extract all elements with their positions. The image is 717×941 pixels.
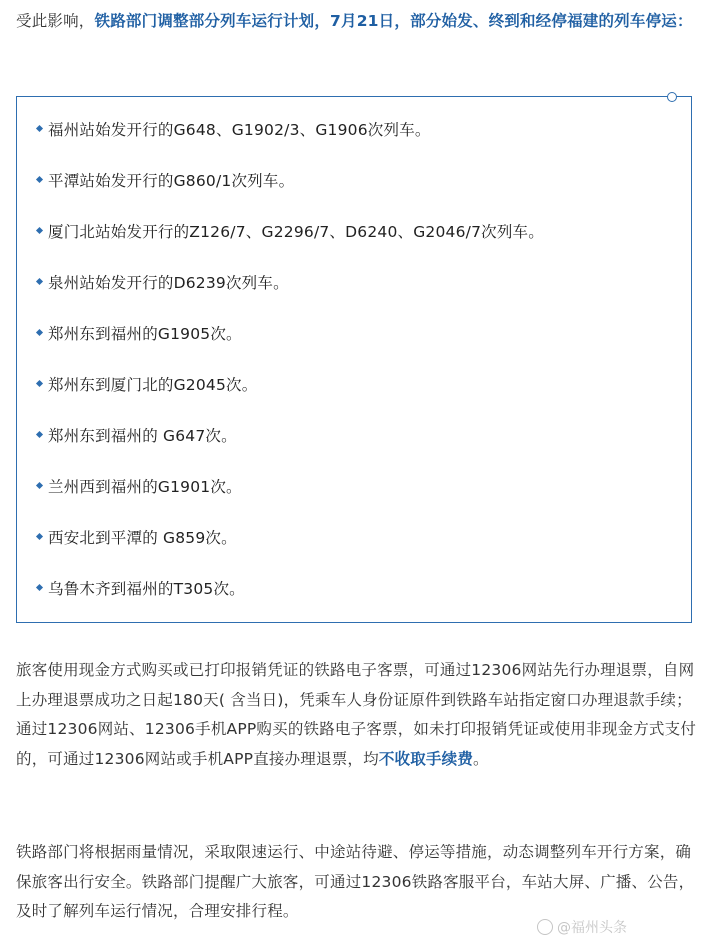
bullet-diamond-icon [36, 482, 43, 489]
list-item-text: 厦门北站始发开行的Z126/7、G2296/7、D6240、G2046/7次列车。 [48, 223, 544, 241]
intro-lead: 受此影响， [16, 12, 95, 30]
suspended-trains-box [16, 96, 692, 623]
list-item-text: 郑州东到福州的 G647次。 [48, 427, 237, 445]
notice-paragraph [16, 838, 706, 927]
weibo-icon [537, 919, 553, 935]
list-item-text: 泉州站始发开行的D6239次列车。 [48, 274, 289, 292]
bullet-diamond-icon [36, 227, 43, 234]
intro-paragraph [16, 7, 706, 36]
weibo-watermark [537, 917, 627, 937]
list-item [37, 425, 237, 447]
list-item-text: 郑州东到厦门北的G2045次。 [48, 376, 258, 394]
refund-highlight: 不收取手续费 [378, 749, 474, 768]
refund-end: 。 [473, 749, 489, 768]
list-item [37, 578, 245, 600]
bullet-diamond-icon [36, 125, 43, 132]
list-item [37, 476, 242, 498]
bullet-diamond-icon [36, 380, 43, 387]
list-item [37, 170, 294, 192]
list-item-text: 平潭站始发开行的G860/1次列车。 [48, 172, 295, 190]
bullet-diamond-icon [36, 584, 43, 591]
list-item [37, 119, 431, 141]
list-item-text: 西安北到平潭的 G859次。 [48, 529, 237, 547]
refund-paragraph [16, 656, 706, 774]
bullet-diamond-icon [36, 278, 43, 285]
bullet-diamond-icon [36, 533, 43, 540]
notice-text: 铁路部门将根据雨量情况，采取限速运行、中途站待避、停运等措施，动态调整列车开行方案，确保旅客出行安全。铁路部门提醒广大旅客，可通过12306铁路客服平台，车站大屏、广播、公告，及时了解列车运行情况，合理安排行程。 [16, 843, 695, 920]
list-item-text: 福州站始发开行的G648、G1902/3、G1906次列车。 [48, 121, 431, 139]
list-item-text: 乌鲁木齐到福州的T305次。 [48, 580, 245, 598]
list-item-text: 郑州东到福州的G1905次。 [48, 325, 242, 343]
bullet-diamond-icon [36, 329, 43, 336]
list-item [37, 272, 289, 294]
corner-ring-icon [667, 92, 677, 102]
bullet-diamond-icon [36, 176, 43, 183]
bullet-diamond-icon [36, 431, 43, 438]
list-item [37, 527, 237, 549]
watermark-text: @福州头条 [557, 920, 627, 936]
list-item [37, 221, 544, 243]
list-item-text: 兰州西到福州的G1901次。 [48, 478, 242, 496]
refund-text: 旅客使用现金方式购买或已打印报销凭证的铁路电子客票，可通过12306网站先行办理退票，自网上办理退票成功之日起180天( 含当日)，凭乘车人身份证原件到铁路车站指定窗口办理退款手续；通过12306网站、12306手机APP购买的铁路电子客票，如未打印报销凭证或使用非现金方式支付的，可通过12306网站或手机APP直接办理退票，均 [16, 661, 697, 768]
list-item [37, 323, 242, 345]
list-item [37, 374, 257, 396]
intro-highlight: 铁路部门调整部分列车运行计划，7月21日，部分始发、终到和经停福建的列车停运： [94, 12, 693, 30]
